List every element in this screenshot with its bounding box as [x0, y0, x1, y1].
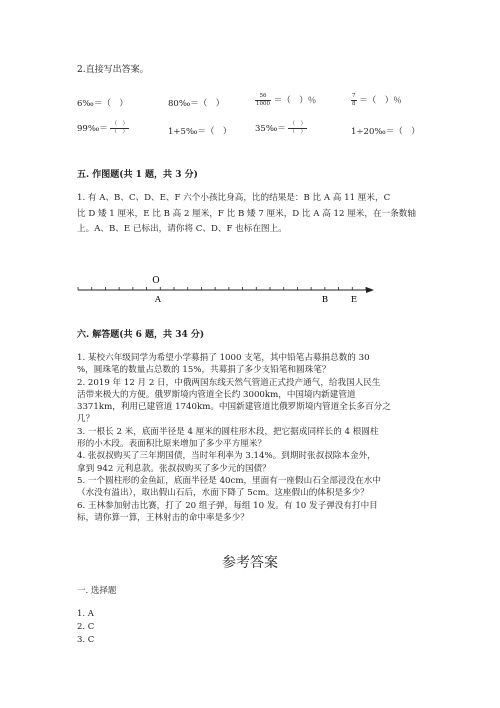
origin-label: O — [152, 276, 160, 286]
point-label-b: B — [321, 295, 329, 305]
calc-r2c1 — [77, 121, 129, 136]
axis-arrow-icon — [366, 287, 374, 293]
section-6-title: 六. 解答题(共 6 题，共 34 分) — [77, 330, 205, 340]
fraction-blank — [110, 121, 129, 136]
calc-r1c4-tail: ＝（ ）％ — [359, 96, 402, 106]
fraction-numerator: 56 — [255, 93, 271, 101]
answers-list — [77, 608, 94, 647]
text-line: 1. 有 A、B、C、D、E、F 六个小孩比身高，比的结果是：B 比 A 高 11 厘米，C — [77, 193, 391, 203]
text-line: 5. 一个圆柱形的金鱼缸，底面半径是 40cm，里面有一座假山石全部浸没在水中 — [77, 475, 381, 486]
text-line: 活带来极大的方便。俄罗斯境内管道全长约 3000km，中国境内新建管道 — [77, 389, 356, 400]
calc-r1c2: 80‰＝（ ） — [168, 99, 225, 109]
calc-r1c1: 6‰＝（ ） — [77, 99, 128, 109]
text-line: 标，请你算一算，王林射击的命中率是多少？ — [77, 512, 249, 523]
section-5-question-text — [77, 191, 416, 238]
text-line: 1. 某校六年级同学为希望小学募捐了 1000 支笔，其中铅笔占募捐总数的 30 — [77, 353, 370, 363]
text-line: 3371km，利用已建管道 1740km。中国新建管道比俄罗斯境内管道全长多百分之 — [77, 402, 391, 413]
fraction-numerator: （ ） — [289, 121, 306, 127]
number-line — [70, 270, 380, 306]
text-line: 拿到 942 元利息款。张叔叔购买了多少元的国债？ — [77, 463, 271, 474]
fraction-denominator: （ ） — [289, 129, 306, 135]
calc-r1c3 — [255, 93, 316, 108]
text-line: 4. 张叔叔购买了三年期国债，当时年利率为 3.14%。到期时张叔叔除本金外， — [77, 451, 376, 462]
fraction-numerator: （ ） — [111, 121, 128, 127]
text-line: 上。A、B、E 已标出，请你将 C、D、F 也标在图上。 — [77, 224, 287, 235]
calc-r2c4: 1÷20‰＝（ ） — [351, 127, 420, 137]
fraction-blank — [288, 121, 307, 136]
text-line: 形的小木段。表面积比原来增加了多少平方厘米？ — [77, 439, 267, 450]
answer-item: 2. C — [77, 622, 95, 632]
text-line: 3. 一根长 2 米，底面半径是 4 厘米的圆柱形木段，把它据成同样长的 4 根圆柱 — [77, 426, 379, 437]
calc-r1c4 — [351, 93, 402, 108]
answer-item: 3. C — [77, 635, 95, 645]
fraction-numerator: 7 — [352, 93, 356, 99]
fraction-denominator: 1000 — [256, 101, 270, 107]
text-line: 2. 2019 年 12 月 2 日，中俄两国东线天然气管道正式投产通气，给我国人民生 — [77, 377, 381, 388]
point-label-e: E — [350, 295, 358, 305]
point-label-a: A — [154, 295, 162, 305]
text-line: （水没有溢出），取出假山石后，水面下降了 5cm。这座假山的体积是多少？ — [77, 488, 369, 499]
fraction-denominator: （ ） — [111, 129, 128, 135]
calc-r2c2: 1+5‰＝（ ） — [168, 127, 232, 137]
calc-r1c3-tail: ＝（ ）％ — [273, 96, 317, 106]
answer-item: 1. A — [77, 609, 94, 619]
fraction-56-1000 — [255, 93, 271, 108]
calc-r2c3 — [255, 121, 307, 136]
calc-r2c1-label: 99‰＝ — [77, 124, 108, 134]
section-6-questions — [77, 352, 391, 524]
fraction-7-8 — [351, 93, 357, 108]
text-line: 6. 王林参加射击比赛，打了 20 组子弹，每组 10 发。有 10 发子弹没有打中目 — [77, 500, 378, 511]
question-2-title: 2.直接写出答案。 — [77, 65, 149, 75]
calc-r2c3-label: 35‰＝ — [255, 124, 286, 134]
text-line: 比 D 矮 1 厘米，E 比 B 高 2 厘米，F 比 B 矮 7 厘米，D 比 A 高 12 厘米，在一条数轴 — [77, 208, 416, 219]
section-5-title: 五. 作图题(共 1 题，共 3 分) — [77, 170, 198, 180]
text-line: 几？ — [77, 414, 95, 425]
text-line: %，圆珠笔的数量占总数的 15%，共募捐了多少支铅笔和圆珠笔？ — [77, 365, 331, 376]
answers-title: 参考答案 — [222, 555, 278, 571]
answers-subtitle: 一. 选择题 — [77, 586, 117, 596]
fraction-denominator: 8 — [352, 101, 356, 107]
